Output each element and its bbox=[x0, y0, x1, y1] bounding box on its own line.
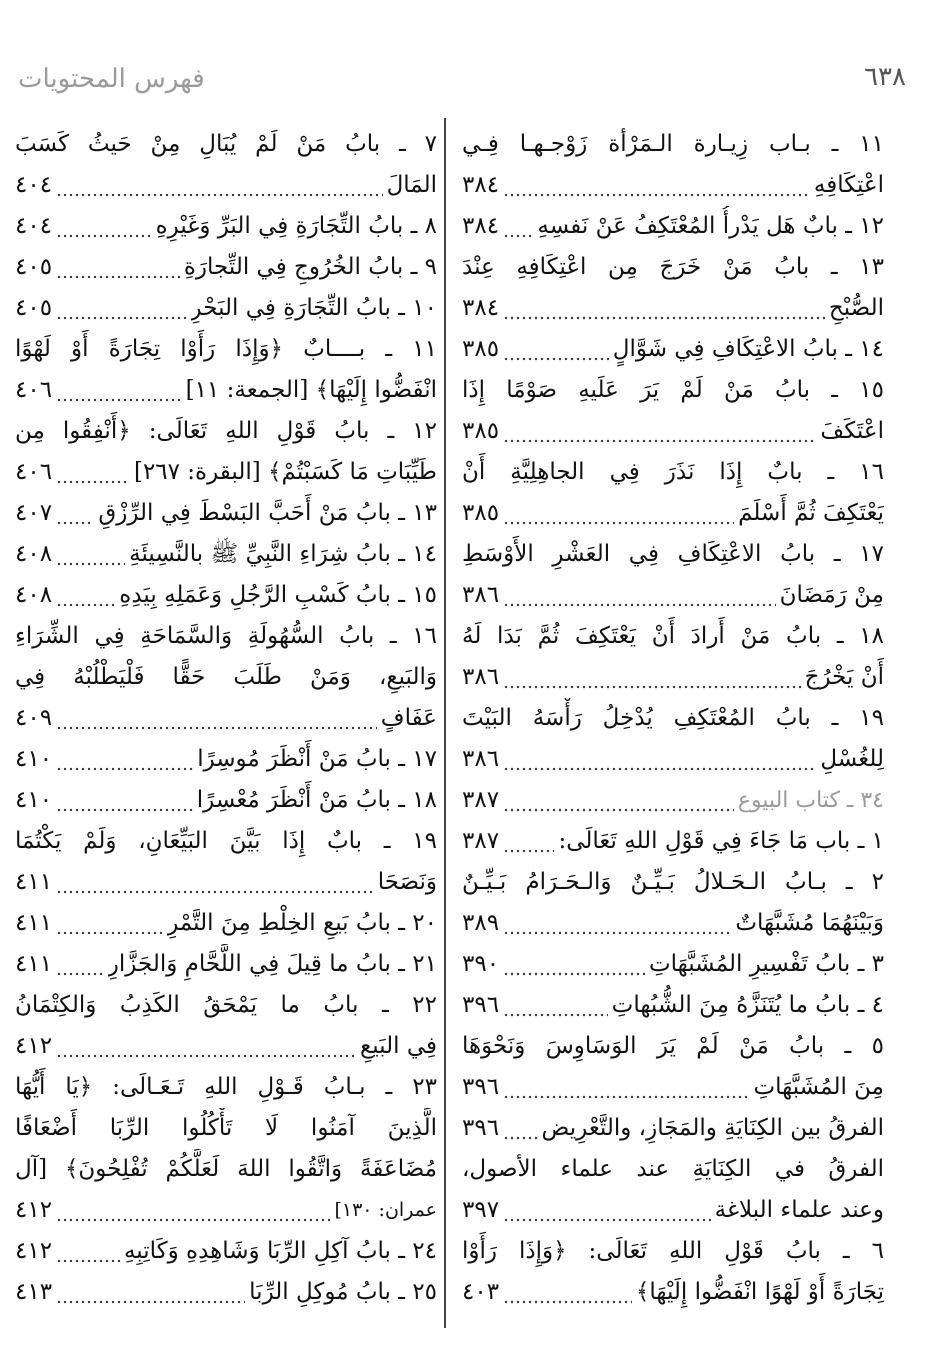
toc-entry bbox=[462, 329, 884, 370]
toc-entry-text: وَنَصَحَا bbox=[377, 869, 437, 895]
dot-leader bbox=[56, 698, 377, 739]
dot-leader bbox=[56, 862, 374, 903]
toc-entry-text: ١٣ ـ بابُ مَنْ خَرَجَ مِن اعْتِكَافِهِ عِنْدَ bbox=[462, 254, 884, 280]
dot-leader bbox=[503, 739, 816, 780]
toc-page-number: ٤٠٣ bbox=[462, 1279, 500, 1305]
toc-entry-text: ١٢ ـ بابُ قَوْلِ اللهِ تَعَالَى: ﴿أَنْفِقُوا مِن bbox=[15, 418, 437, 444]
dot-leader bbox=[56, 534, 125, 575]
toc-entry-text: ١٩ ـ بابُ المُعْتَكِفِ يُدْخِلُ رَأْسَهُ البَيْتَ bbox=[462, 705, 884, 731]
toc-entry-text: عَفَافٍ bbox=[380, 705, 437, 731]
dot-leader bbox=[503, 903, 731, 944]
toc-page-number: ٤١٢ bbox=[15, 1033, 53, 1059]
toc-entry-text: الفرقُ بين الكِنَايَةِ والمَجَازِ، والتَّعْرِيض bbox=[541, 1115, 884, 1141]
toc-entry bbox=[15, 247, 437, 288]
toc-entry-text: لِلغُسْلِ bbox=[820, 746, 884, 772]
toc-entry bbox=[462, 862, 884, 944]
toc-entry-text: ٨ ـ بابُ التِّجَارَةِ فِي البَرِّ وَغَيْرِهِ bbox=[155, 213, 437, 239]
dot-leader bbox=[56, 1190, 330, 1231]
toc-entry-text: تِجَارَةً أَوْ لَهْوًا انْفَضُّوا إِلَيْهَا﴾ bbox=[635, 1279, 884, 1305]
toc-page-number: ٣٨٦ bbox=[462, 746, 500, 772]
toc-entry-text: ١٦ ـ بابُ السُّهُولَةِ وَالسَّمَاحَةِ فِي الشِّرَاءِ bbox=[15, 623, 437, 649]
toc-entry-text: ١٧ ـ بابُ الاعْتِكَافِ فِي العَشْرِ الأَوْسَطِ bbox=[462, 541, 884, 567]
toc-page-number: ٤٠٨ bbox=[15, 582, 53, 608]
toc-entry-text: ٢٥ ـ بابُ مُوكِلِ الرِّبَا bbox=[249, 1279, 437, 1305]
toc-entry bbox=[462, 206, 884, 247]
toc-entry-text: اعْتَكَفَ bbox=[820, 418, 884, 444]
toc-entry bbox=[462, 985, 884, 1026]
toc-entry bbox=[462, 1149, 884, 1231]
toc-page-number: ٣٨٤ bbox=[462, 172, 500, 198]
toc-entry-text: ٥ ـ بابُ مَنْ لَمْ يَرَ الوَسَاوِسَ وَنَحْوَهَا bbox=[462, 1033, 884, 1059]
toc-entry bbox=[462, 1231, 884, 1313]
toc-entry bbox=[15, 821, 437, 903]
toc-entry bbox=[15, 575, 437, 616]
dot-leader bbox=[56, 780, 193, 821]
dot-leader bbox=[503, 1190, 711, 1231]
toc-entry-text: الفرقُ في الكِنَايَةِ عند علماء الأصول، bbox=[462, 1156, 884, 1182]
dot-leader bbox=[503, 575, 776, 616]
toc-page-number: ٣٩٧ bbox=[462, 1197, 500, 1223]
dot-leader bbox=[56, 165, 383, 206]
toc-page-number: ٣٨٦ bbox=[462, 664, 500, 690]
toc-page-number: ٤١١ bbox=[15, 910, 53, 936]
toc-entry-text: ٣ ـ بابُ تَفْسِيرِ المُشَبَّهَاتِ bbox=[648, 951, 884, 977]
toc-page-number: ٣٨٦ bbox=[462, 582, 500, 608]
toc-page-number: ٤١٢ bbox=[15, 1238, 53, 1264]
toc-page-number: ٣٩٦ bbox=[462, 1074, 500, 1100]
toc-entry-text: ١٤ ـ بابُ الاعْتِكَافِ فِي شَوَّالٍ bbox=[612, 336, 884, 362]
toc-page-number: ٤١٠ bbox=[15, 787, 53, 813]
toc-entry bbox=[15, 411, 437, 493]
toc-entry-text: ٩ ـ بابُ الخُرُوجِ فِي التِّجارَةِ bbox=[183, 254, 437, 280]
toc-entry bbox=[15, 1272, 437, 1313]
toc-entry-text: ١٥ ـ بابُ مَنْ لَمْ يَرَ عَلَيهِ صَوْمًا إِذَا bbox=[462, 377, 884, 403]
toc-entry-text: عمران: ١٣٠] bbox=[334, 1199, 437, 1221]
toc-page-number: ٤٠٦ bbox=[15, 459, 53, 485]
toc-entry-text: مِنْ رَمَضَانَ bbox=[779, 582, 884, 608]
toc-entry bbox=[462, 247, 884, 329]
dot-leader bbox=[503, 411, 816, 452]
dot-leader bbox=[503, 1272, 632, 1313]
toc-page-number: ٤٠٤ bbox=[15, 213, 53, 239]
dot-leader bbox=[56, 1272, 245, 1313]
dot-leader bbox=[503, 288, 825, 329]
toc-entry bbox=[15, 739, 437, 780]
dot-leader bbox=[56, 206, 152, 247]
toc-entry-text: ٢٠ ـ بابُ بَيعِ الخِلْطِ مِنَ التَّمْرِ bbox=[167, 910, 437, 936]
toc-page-number: ٣٨٤ bbox=[462, 295, 500, 321]
toc-entry bbox=[15, 493, 437, 534]
toc-entry bbox=[462, 616, 884, 698]
toc-page-number: ٣٩٦ bbox=[462, 1115, 500, 1141]
toc-column-right bbox=[462, 124, 884, 1313]
dot-leader bbox=[503, 821, 554, 862]
dot-leader bbox=[56, 1231, 120, 1272]
toc-page-number: ٤١١ bbox=[15, 951, 53, 977]
dot-leader bbox=[503, 780, 734, 821]
dot-leader bbox=[503, 985, 608, 1026]
toc-page-number: ٤١١ bbox=[15, 869, 53, 895]
dot-leader bbox=[56, 288, 186, 329]
toc-entry bbox=[462, 124, 884, 206]
toc-entry bbox=[462, 821, 884, 862]
dot-leader bbox=[56, 944, 104, 985]
toc-entry-text: أَنْ يَخْرُجَ bbox=[804, 664, 884, 690]
toc-entry-text: ١٨ ـ بابُ مَنْ أَنْظَرَ مُعْسِرًا bbox=[196, 787, 437, 813]
page-number: ٦٣٨ bbox=[864, 62, 906, 92]
toc-entry bbox=[15, 206, 437, 247]
toc-entry bbox=[15, 534, 437, 575]
toc-page-number: ٣٨٧ bbox=[462, 828, 500, 854]
dot-leader bbox=[56, 370, 182, 411]
dot-leader bbox=[503, 206, 533, 247]
dot-leader bbox=[503, 1108, 537, 1149]
toc-entry bbox=[15, 944, 437, 985]
toc-entry-text: فِي البَيعِ bbox=[360, 1033, 437, 1059]
toc-entry bbox=[15, 124, 437, 206]
dot-leader bbox=[503, 493, 734, 534]
toc-entry bbox=[15, 616, 437, 739]
toc-entry-text: ١٧ ـ بابُ مَنْ أَنْظَرَ مُوسِرًا bbox=[197, 746, 437, 772]
toc-page-number: ٤١٠ bbox=[15, 746, 53, 772]
toc-entry bbox=[462, 780, 884, 821]
toc-entry bbox=[462, 1108, 884, 1149]
dot-leader bbox=[503, 944, 645, 985]
toc-entry bbox=[15, 985, 437, 1067]
toc-entry-text: ٧ ـ بابُ مَنْ لَمْ يُبَالِ مِنْ حَيثُ كَسَبَ bbox=[15, 131, 437, 157]
toc-entry-text: ٢ ـ بـابُ الـحَـلالُ بَـيِّـنٌ وَالـحَـرَامُ بَـيِّـنٌ bbox=[462, 869, 884, 895]
toc-entry-text: ٤ ـ بابُ ما يُتَنَزَّهُ مِنَ الشُّبُهاتِ bbox=[611, 992, 884, 1018]
toc-page-number: ٤٠٥ bbox=[15, 254, 53, 280]
dot-leader bbox=[503, 657, 801, 698]
dot-leader bbox=[56, 575, 115, 616]
toc-entry-text: يَعْتَكِفَ ثُمَّ أَسْلَمَ bbox=[738, 500, 884, 526]
toc-entry-text: ١١ ـ بـاب زِيـارة الـمَرْأة زَوْجـهـا فِـي bbox=[462, 131, 884, 157]
toc-page-number: ٣٨٧ bbox=[462, 787, 500, 813]
toc-page-number: ٤٠٦ bbox=[15, 377, 53, 403]
toc-entry-text: الَّذِينَ آمَنُوا لَا تَأْكُلُوا الرِّبَا أَضْعَافًا bbox=[15, 1115, 437, 1141]
toc-page-number: ٣٨٥ bbox=[462, 418, 500, 444]
toc-page-number: ٣٨٩ bbox=[462, 910, 500, 936]
toc-entry-text: طَيِّبَاتِ مَا كَسَبْتُمْ﴾ [البقرة: ٢٦٧] bbox=[133, 459, 437, 485]
toc-page-number: ٤٠٩ bbox=[15, 705, 53, 731]
toc-entry-text: وَالبَيعِ، وَمَنْ طَلَبَ حَقًّا فَلْيَطْلُبْهُ فِي bbox=[15, 664, 437, 690]
toc-page-number: ٤٠٥ bbox=[15, 295, 53, 321]
toc-page-number: ٣٨٥ bbox=[462, 336, 500, 362]
toc-entry-text: ١٢ ـ بابٌ هَل يَدْرأُ المُعْتَكِفُ عَنْ نَفسِهِ bbox=[537, 213, 884, 239]
toc-entry-text: ٦ ـ بابُ قَوْلِ اللهِ تَعَالَى: ﴿وَإِذَا رَأَوْا bbox=[462, 1238, 884, 1264]
toc-entry-text: ١٦ ـ بابٌ إِذَا نَذَرَ فِي الجاهِلِيَّةِ أَنْ bbox=[462, 459, 884, 485]
toc-entry bbox=[462, 698, 884, 780]
dot-leader bbox=[56, 493, 94, 534]
toc-entry bbox=[462, 370, 884, 452]
toc-entry-text: الصُّبْحِ bbox=[828, 295, 884, 321]
toc-column-left bbox=[15, 124, 437, 1313]
dot-leader bbox=[503, 329, 609, 370]
toc-entry-text: ١٤ ـ بابُ شِرَاءِ النَّبِيِّ ﷺ بالنَّسِيئَةِ bbox=[129, 541, 437, 567]
toc-entry-text: انْفَضُّوا إِلَيْهَا﴾ [الجمعة: ١١] bbox=[185, 377, 437, 403]
toc-page-number: ٣٩٠ bbox=[462, 951, 500, 977]
toc-page-number: ٤١٢ bbox=[15, 1197, 53, 1223]
toc-entry-text: ١١ ـ بــــابٌ ﴿وَإِذَا رَأَوْا تِجَارَةً أَوْ لَهْوًا bbox=[15, 336, 437, 362]
column-divider bbox=[444, 118, 446, 1328]
toc-entry-text: ١٠ ـ بابُ التِّجَارَةِ فِي البَحْرِ bbox=[190, 295, 437, 321]
toc-entry-text: وعند علماء البلاغة bbox=[714, 1197, 884, 1223]
toc-entry-text: ١٥ ـ بابُ كَسْبِ الرَّجُلِ وَعَمَلِهِ بِيَدِهِ bbox=[119, 582, 437, 608]
toc-entry bbox=[462, 452, 884, 534]
running-title: فهرس المحتويات bbox=[18, 64, 205, 94]
dot-leader bbox=[56, 903, 163, 944]
toc-entry-text: ٢٤ ـ بابُ آكِلِ الرِّبَا وَشَاهِدِهِ وَكَاتِبِهِ bbox=[123, 1238, 437, 1264]
toc-page-number: ٣٨٥ bbox=[462, 500, 500, 526]
toc-entry bbox=[15, 780, 437, 821]
toc-page-number: ٤٠٧ bbox=[15, 500, 53, 526]
toc-entry-text: اعْتِكَافِهِ bbox=[813, 172, 884, 198]
toc-entry bbox=[15, 1067, 437, 1231]
toc-entry-text: وَبَيْنَهُمَا مُشَبَّهَاتٌ bbox=[735, 910, 884, 936]
dot-leader bbox=[56, 247, 180, 288]
toc-entry bbox=[462, 944, 884, 985]
toc-entry-text: ٣٤ ـ كتاب البيوع bbox=[737, 788, 884, 813]
toc-entry bbox=[15, 329, 437, 411]
toc-page-number: ٣٩٦ bbox=[462, 992, 500, 1018]
toc-entry bbox=[15, 288, 437, 329]
toc-entry bbox=[15, 1231, 437, 1272]
toc-page-number: ٣٨٤ bbox=[462, 213, 500, 239]
dot-leader bbox=[56, 739, 193, 780]
toc-entry bbox=[462, 1026, 884, 1108]
toc-entry-text: ١ ـ باب مَا جَاءَ فِي قَوْلِ اللهِ تَعَالَى: bbox=[558, 828, 884, 854]
toc-entry-text: ١٣ ـ بابُ مَنْ أَحَبَّ البَسْطَ فِي الرِّزْقِ bbox=[98, 500, 437, 526]
toc-entry-text: ٢٢ ـ بابُ ما يَمْحَقُ الكَذِبُ وَالكِتْمَانُ bbox=[15, 992, 437, 1018]
dot-leader bbox=[56, 1026, 356, 1067]
toc-entry bbox=[462, 534, 884, 616]
toc-entry-text: ٢٣ ـ بـابُ قَـوْلِ اللهِ تَـعَـالَى: ﴿يَا أَيُّهَا bbox=[15, 1074, 437, 1100]
toc-page-number: ٤٠٤ bbox=[15, 172, 53, 198]
dot-leader bbox=[503, 1067, 749, 1108]
toc-entry-text: ١٩ ـ بابٌ إِذَا بَيَّنَ البَيِّعَانِ، وَلَمْ يَكْتُمَا bbox=[15, 828, 437, 854]
page-header bbox=[18, 62, 906, 106]
toc-entry-text: المَالَ bbox=[386, 172, 437, 198]
toc-entry-text: ٢١ ـ بابُ ما قِيلَ فِي اللَّحَّامِ وَالجَزَّارِ bbox=[107, 951, 437, 977]
dot-leader bbox=[56, 452, 130, 493]
toc-page-number: ٤٠٨ bbox=[15, 541, 53, 567]
toc-entry bbox=[15, 903, 437, 944]
toc-page-number: ٤١٣ bbox=[15, 1279, 53, 1305]
toc-entry-text: مُضَاعَفَةً وَاتَّقُوا اللهَ لَعَلَّكُمْ تُفْلِحُونَ﴾ [آل bbox=[15, 1156, 437, 1182]
toc-entry-text: مِنَ المُشَبَّهَاتِ bbox=[753, 1074, 884, 1100]
dot-leader bbox=[503, 165, 810, 206]
toc-entry-text: ١٨ ـ بابُ مَنْ أَرادَ أَنْ يَعْتَكِفَ ثُمَّ بَدَا لَهُ bbox=[462, 623, 884, 649]
